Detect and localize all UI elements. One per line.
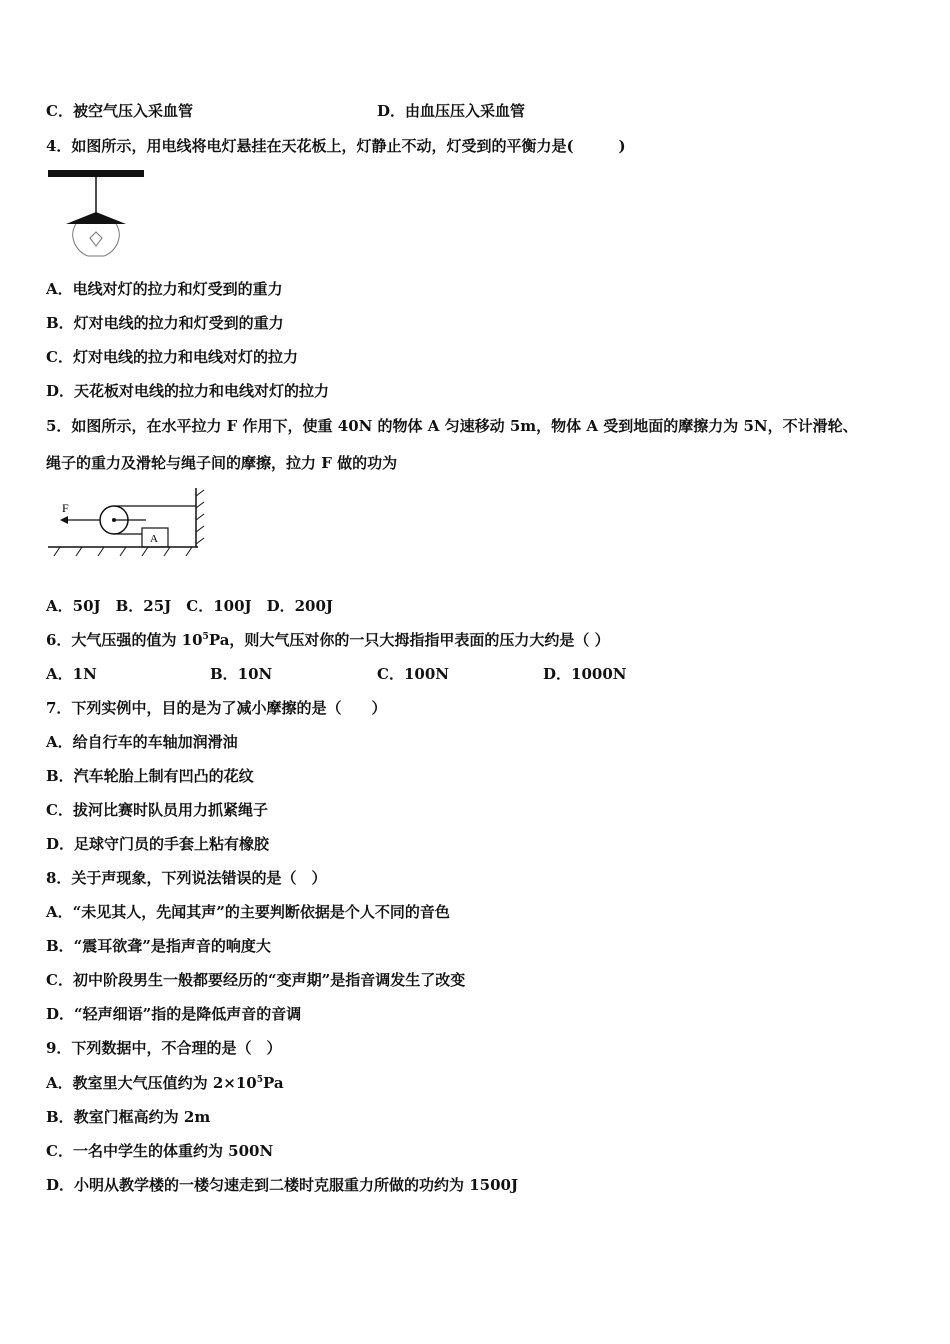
ground-hatch xyxy=(54,547,192,556)
bulb-filament xyxy=(90,232,102,246)
force-arrow-head xyxy=(60,516,68,524)
q5-options: A．50J B．25J C．100J D．200J xyxy=(46,597,334,615)
q6-option-a: A．1N xyxy=(46,665,97,683)
hanging-lamp-figure xyxy=(46,166,146,266)
q6-stem-exponent: 5 xyxy=(202,632,209,642)
q9-option-b: B．教室门框高约为 2m xyxy=(46,1108,211,1126)
q9-option-a-post: Pa xyxy=(263,1074,284,1092)
q4-option-b: B．灯对电线的拉力和灯受到的重力 xyxy=(46,314,284,332)
q6-stem-pre: 6．大气压强的值为 10 xyxy=(46,631,203,649)
q6-option-d: D．1000N xyxy=(543,665,627,683)
q5-stem-line2: 绳子的重力及滑轮与绳子间的摩擦，拉力 F 做的功为 xyxy=(46,454,398,472)
lamp-shade xyxy=(66,212,126,224)
q4-stem: 4．如图所示，用电线将电灯悬挂在天花板上，灯静止不动，灯受到的平衡力是( ) xyxy=(46,137,626,155)
q7-option-b: B．汽车轮胎上制有凹凸的花纹 xyxy=(46,767,254,785)
q7-stem: 7．下列实例中，目的是为了减小摩擦的是（ ） xyxy=(46,699,387,717)
wall-hatch xyxy=(196,490,204,544)
q9-option-a xyxy=(46,1073,284,1093)
q6-option-c: C．100N xyxy=(377,665,449,683)
q4-option-a: A．电线对灯的拉力和灯受到的重力 xyxy=(46,280,283,298)
ceiling-bar xyxy=(48,170,144,177)
block-label: A xyxy=(150,533,158,545)
q8-option-c: C．初中阶段男生一般都要经历的“变声期”是指音调发生了改变 xyxy=(46,971,466,989)
q7-option-d: D．足球守门员的手套上粘有橡胶 xyxy=(46,835,270,853)
q7-option-a: A．给自行车的车轴加润滑油 xyxy=(46,733,238,751)
q5-stem-line1: 5．如图所示，在水平拉力 F 作用下，使重 40N 的物体 A 匀速移动 5m，物体 A 受到地面的摩擦力为 5N，不计滑轮、 xyxy=(46,417,858,435)
q9-option-a-pre: A．教室里大气压值约为 2×10 xyxy=(46,1074,257,1092)
q7-option-c: C．拔河比赛时队员用力抓紧绳子 xyxy=(46,801,268,819)
q4-option-c: C．灯对电线的拉力和电线对灯的拉力 xyxy=(46,348,298,366)
force-label: F xyxy=(62,501,69,515)
bulb-outline xyxy=(73,224,119,256)
q9-stem: 9．下列数据中，不合理的是（ ） xyxy=(46,1039,282,1057)
q6-option-b: B．10N xyxy=(210,665,273,683)
pulley-figure xyxy=(46,486,211,566)
q3-option-d: D．由血压压入采血管 xyxy=(377,102,526,120)
q3-option-c: C．被空气压入采血管 xyxy=(46,102,193,120)
q6-stem-post: Pa，则大气压对你的一只大拇指指甲表面的压力大约是（ ） xyxy=(208,631,610,649)
q4-option-d: D．天花板对电线的拉力和电线对灯的拉力 xyxy=(46,382,330,400)
q8-option-b: B．“震耳欲聋”是指声音的响度大 xyxy=(46,937,271,955)
q8-option-d: D．“轻声细语”指的是降低声音的音调 xyxy=(46,1005,302,1023)
q9-option-d: D．小明从教学楼的一楼匀速走到二楼时克服重力所做的功约为 1500J xyxy=(46,1176,519,1194)
q9-option-c: C．一名中学生的体重约为 500N xyxy=(46,1142,274,1160)
q6-stem xyxy=(46,630,610,650)
q8-stem: 8．关于声现象，下列说法错误的是（ ） xyxy=(46,869,327,887)
q9-option-a-exponent: 5 xyxy=(256,1075,264,1085)
q8-option-a: A．“未见其人，先闻其声”的主要判断依据是个人不同的音色 xyxy=(46,903,450,921)
